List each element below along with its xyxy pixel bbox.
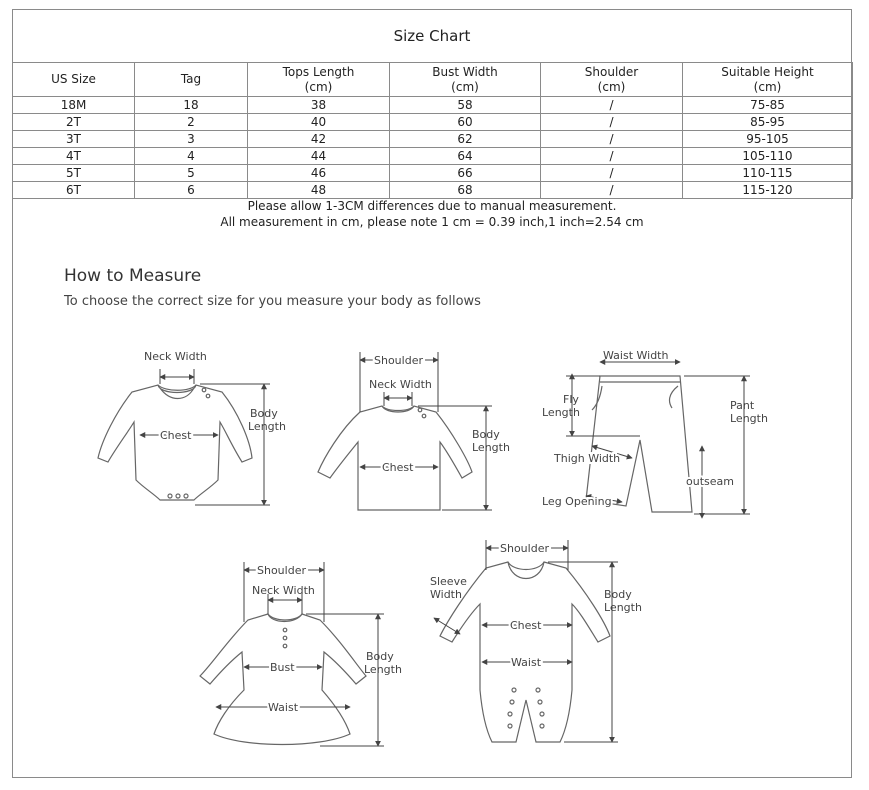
- header-shoulder: Shoulder (cm): [541, 63, 683, 97]
- table-cell: 5: [135, 165, 248, 182]
- table-cell: 48: [248, 182, 390, 199]
- table-cell: 64: [390, 148, 541, 165]
- dress-neck-label: Neck Width: [252, 584, 315, 597]
- table-cell: 5T: [13, 165, 135, 182]
- pants-leg-label: Leg Opening: [542, 495, 612, 508]
- table-cell: 3: [135, 131, 248, 148]
- dress-body-label-2: Length: [364, 663, 402, 676]
- table-cell: 18M: [13, 97, 135, 114]
- table-cell: 6T: [13, 182, 135, 199]
- table-cell: 6: [135, 182, 248, 199]
- bodysuit-neck-label: Neck Width: [144, 350, 207, 363]
- table-cell: 4T: [13, 148, 135, 165]
- pants-outline: [586, 376, 692, 512]
- pants-length-label-2: Length: [730, 412, 768, 425]
- shirt-shoulder-label: Shoulder: [374, 354, 423, 367]
- table-cell: 115-120: [683, 182, 853, 199]
- table-cell: /: [541, 131, 683, 148]
- header-us-size: US Size: [13, 63, 135, 97]
- bodysuit-chest-label: Chest: [160, 429, 192, 442]
- pants-diagram: [542, 349, 768, 518]
- pants-fly-label-2: Length: [542, 406, 580, 419]
- header-suitable-height: Suitable Height (cm): [683, 63, 853, 97]
- pants-outseam-label: outseam: [686, 475, 734, 488]
- dress-body-label-1: Body: [366, 650, 394, 663]
- table-cell: /: [541, 182, 683, 199]
- table-cell: 105-110: [683, 148, 853, 165]
- dress-diagram: [200, 562, 402, 746]
- table-cell: 95-105: [683, 131, 853, 148]
- pants-thigh-label: Thigh Width: [554, 452, 621, 465]
- bodysuit-diagram: [98, 350, 286, 505]
- romper-shoulder-label: Shoulder: [500, 542, 549, 555]
- table-cell: 4: [135, 148, 248, 165]
- romper-body-label-2: Length: [604, 601, 642, 614]
- table-cell: 3T: [13, 131, 135, 148]
- table-cell: 60: [390, 114, 541, 131]
- table-cell: 110-115: [683, 165, 853, 182]
- romper-body-label-1: Body: [604, 588, 632, 601]
- table-cell: 2: [135, 114, 248, 131]
- header-tag: Tag: [135, 63, 248, 97]
- note-line-2: All measurement in cm, please note 1 cm = 0.39 inch,1 inch=2.54 cm: [220, 215, 644, 229]
- table-cell: 42: [248, 131, 390, 148]
- table-cell: 58: [390, 97, 541, 114]
- table-cell: 2T: [13, 114, 135, 131]
- size-chart-title: Size Chart: [12, 9, 852, 63]
- romper-collar: [508, 562, 544, 579]
- how-to-measure-subtitle: To choose the correct size for you measure your body as follows: [64, 294, 481, 309]
- dress-waist-label: Waist: [268, 701, 299, 714]
- romper-outline: [440, 562, 610, 742]
- table-cell: 38: [248, 97, 390, 114]
- table-cell: 40: [248, 114, 390, 131]
- pants-waist-label: Waist Width: [603, 349, 669, 362]
- note-line-1: Please allow 1-3CM differences due to manual measurement.: [247, 199, 617, 213]
- shirt-neck-label: Neck Width: [369, 378, 432, 391]
- table-cell: 66: [390, 165, 541, 182]
- table-cell: /: [541, 97, 683, 114]
- dress-shoulder-label: Shoulder: [257, 564, 306, 577]
- table-cell: /: [541, 148, 683, 165]
- table-cell: /: [541, 165, 683, 182]
- shirt-body-label-2: Length: [472, 441, 510, 454]
- shirt-chest-label: Chest: [382, 461, 414, 474]
- pants-length-label-1: Pant: [730, 399, 755, 412]
- header-tops-length: Tops Length (cm): [248, 63, 390, 97]
- pants-fly-label-1: Fly: [563, 393, 579, 406]
- table-cell: 75-85: [683, 97, 853, 114]
- bodysuit-collar: [158, 385, 196, 399]
- romper-chest-label: Chest: [510, 619, 542, 632]
- table-cell: 46: [248, 165, 390, 182]
- shirt-body-label-1: Body: [472, 428, 500, 441]
- how-to-measure-title: How to Measure: [64, 266, 202, 286]
- table-cell: 85-95: [683, 114, 853, 131]
- dress-bust-label: Bust: [270, 661, 295, 674]
- romper-waist-label: Waist: [511, 656, 542, 669]
- table-cell: 18: [135, 97, 248, 114]
- table-cell: 68: [390, 182, 541, 199]
- dress-outline: [200, 614, 366, 745]
- table-cell: 44: [248, 148, 390, 165]
- romper-sleeve-label-2: Width: [430, 588, 462, 601]
- bodysuit-body-label-1: Body: [250, 407, 278, 420]
- bodysuit-outline: [98, 385, 252, 500]
- romper-diagram: [430, 540, 642, 742]
- shirt-diagram: [318, 352, 510, 510]
- table-cell: /: [541, 114, 683, 131]
- header-bust-width: Bust Width (cm): [390, 63, 541, 97]
- shirt-outline: [318, 406, 472, 510]
- bodysuit-body-label-2: Length: [248, 420, 286, 433]
- romper-sleeve-label-1: Sleeve: [430, 575, 467, 588]
- table-cell: 62: [390, 131, 541, 148]
